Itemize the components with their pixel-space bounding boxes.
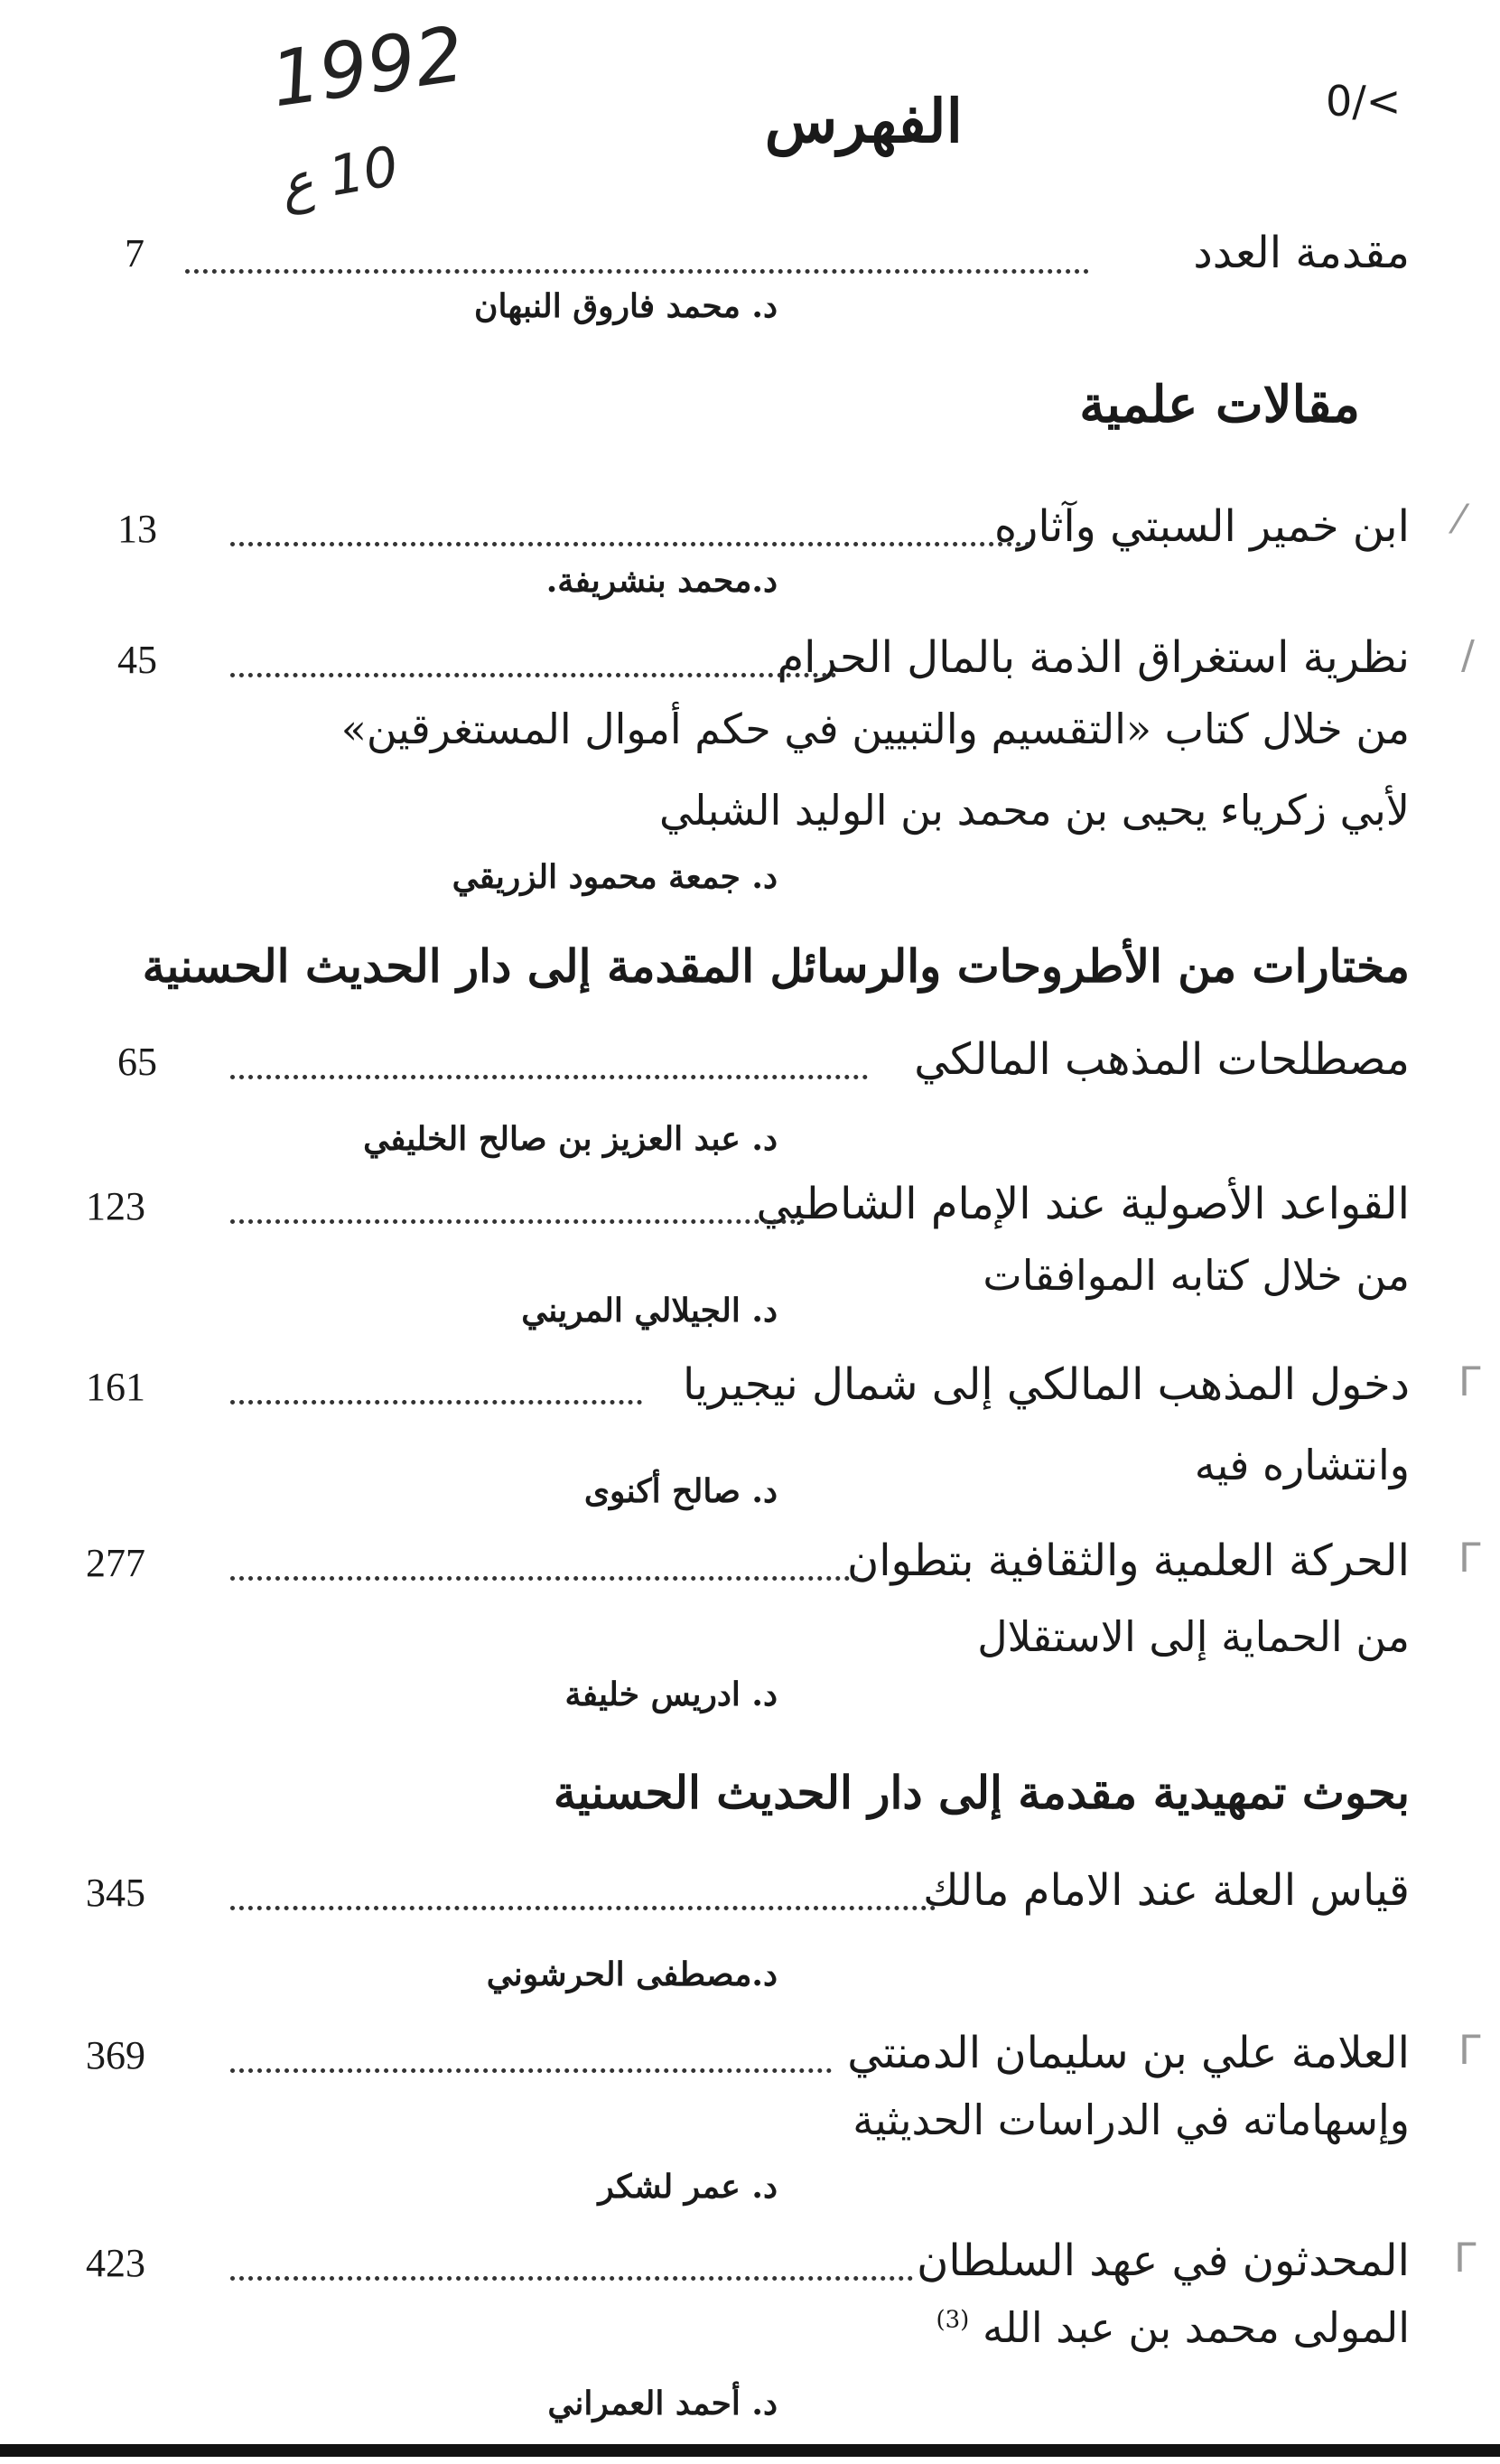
entry-page-number: 369	[86, 2033, 145, 2077]
entry-author: د. الجيلالي المريني	[521, 1292, 778, 1330]
bottom-border	[0, 2444, 1500, 2457]
entry-subtitle	[936, 2303, 1410, 2352]
intro-page-number: 7	[125, 231, 144, 275]
footnote-marker: (3)	[936, 2306, 970, 2334]
leader-dots	[230, 1576, 859, 1581]
leader-dots	[230, 1400, 642, 1405]
entry-subtitle: من الحماية إلى الاستقلال	[977, 1612, 1410, 1661]
entry-subtitle: لأبي زكرياء يحيى بن محمد بن الوليد الشبلي	[659, 786, 1410, 835]
entry-author: د. أحمد العمراني	[547, 2385, 778, 2422]
entry-title: المحدثون في عهد السلطان	[917, 2235, 1410, 2286]
section-heading-selected-theses: مختارات من الأطروحات والرسائل المقدمة إلى دار الحديث الحسنية	[142, 939, 1410, 993]
entry-subtitle: من خلال كتابه الموافقات	[983, 1251, 1410, 1300]
entry-title: دخول المذهب المالكي إلى شمال نيجيريا	[682, 1359, 1410, 1410]
entry-page-number: 45	[117, 638, 157, 682]
entry-subtitle: وإسهاماته في الدراسات الحديثية	[852, 2095, 1410, 2144]
leader-dots	[230, 2276, 913, 2281]
margin-mark: ᒥ	[1458, 2028, 1481, 2074]
entry-page-number: 277	[86, 1541, 145, 1585]
margin-mark: /	[1461, 632, 1475, 678]
entry-page-number: 345	[86, 1871, 145, 1915]
entry-author: د.مصطفى الحرشوني	[486, 1955, 778, 1993]
entry-page-number: 123	[86, 1184, 145, 1228]
leader-dots	[230, 2068, 832, 2073]
entry-author: د. عمر لشكر	[598, 2168, 778, 2206]
entry-subtitle-text: المولى محمد بن عبد الله	[982, 2303, 1410, 2352]
handwritten-year: 1992	[266, 9, 470, 125]
entry-page-number: 13	[117, 507, 157, 551]
entry-title: نظرية استغراق الذمة بالمال الحرام	[777, 632, 1410, 683]
leader-dots	[185, 269, 1089, 274]
section-heading-scientific-articles: مقالات علمية	[1079, 375, 1360, 434]
entry-page-number: 161	[86, 1365, 145, 1409]
entry-title: قياس العلة عند الامام مالك	[923, 1865, 1410, 1916]
entry-page-number: 423	[86, 2241, 145, 2285]
intro-title: مقدمة العدد	[1193, 228, 1410, 278]
entry-author: د. جمعة محمود الزريقي	[452, 858, 778, 896]
margin-mark: ᒥ	[1458, 1535, 1481, 1582]
handwritten-issue: 10 ع	[275, 135, 404, 218]
entry-subtitle: من خلال كتاب «التقسيم والتبيين في حكم أموال المستغرقين»	[340, 705, 1410, 753]
leader-dots	[230, 1075, 868, 1079]
entry-subtitle: وانتشاره فيه	[1194, 1441, 1410, 1489]
section-heading-preliminary-research: بحوث تمهيدية مقدمة إلى دار الحديث الحسنية	[553, 1766, 1410, 1819]
margin-mark: ᒥ	[1458, 1359, 1481, 1405]
entry-title: الحركة العلمية والثقافية بتطوان	[846, 1535, 1410, 1586]
entry-title: ابن خمير السبتي وآثاره	[994, 501, 1410, 552]
entry-title: العلامة علي بن سليمان الدمنتي	[847, 2028, 1410, 2078]
entry-author: د. صالح أكنوى	[583, 1472, 778, 1510]
entry-page-number: 65	[117, 1040, 157, 1084]
entry-title: مصطلحات المذهب المالكي	[914, 1034, 1410, 1085]
corner-mark: 0/<	[1326, 77, 1402, 126]
margin-mark: ᒥ	[1454, 2235, 1477, 2282]
entry-author: د. عبد العزيز بن صالح الخليفي	[363, 1120, 778, 1158]
leader-dots	[230, 1906, 936, 1910]
entry-author: د. ادريس خليفة	[564, 1675, 778, 1713]
page-title: الفهرس	[764, 86, 963, 156]
leader-dots	[230, 542, 1030, 546]
margin-mark: ⁄	[1456, 497, 1463, 543]
entry-title: القواعد الأصولية عند الإمام الشاطبي	[756, 1179, 1410, 1229]
entry-author: د.محمد بنشريفة.	[545, 562, 778, 600]
leader-dots	[230, 1219, 805, 1224]
intro-author: د. محمد فاروق النبهان	[474, 287, 778, 325]
leader-dots	[230, 673, 836, 677]
